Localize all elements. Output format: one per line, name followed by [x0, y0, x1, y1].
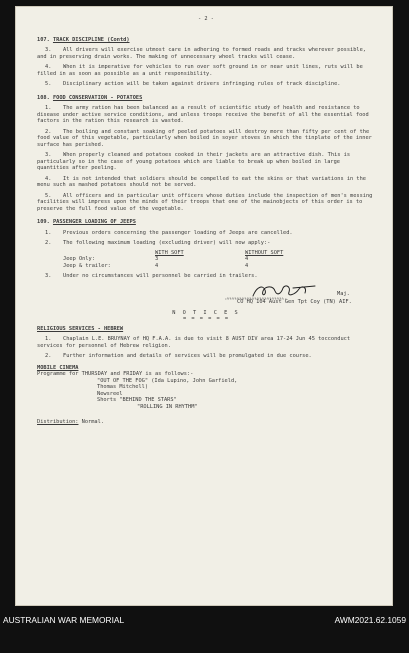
section-108-heading: [37, 95, 375, 102]
paragraph-number: 1.: [45, 105, 52, 111]
paragraph-number: 2.: [45, 128, 52, 135]
paragraph-number: 1.: [45, 336, 52, 342]
section-109-heading: [37, 219, 375, 226]
paragraph-number: 5.: [45, 192, 52, 199]
paragraph-number: 3.: [45, 47, 52, 53]
cell-with-soft: 4: [155, 262, 159, 269]
paragraph: [37, 105, 375, 125]
paragraph-text: The following maximum loading (excluding driver) will now apply:-: [63, 240, 271, 246]
paragraph: [37, 81, 375, 88]
paragraph: [37, 176, 375, 189]
archive-footer: [0, 612, 409, 653]
cinema-line: Thomas Mitchell): [97, 384, 149, 390]
paragraph: [37, 240, 375, 247]
paragraph-text: Chaplain L.E. BRUYNAY of HQ F.A.A. is due to visit 8 AUST DIV area 17-24 Jun 45 tocconduct services for personnel of Hebrew religion.: [37, 336, 351, 349]
row-label: Jeep Only:: [63, 256, 95, 262]
row-label: Jeep & trailer:: [63, 262, 111, 269]
notices-heading: N O T I C E S: [172, 309, 240, 316]
paragraph-number: 1.: [45, 229, 52, 236]
paragraph: [37, 193, 375, 213]
section-title: FOOD CONSERVATION - POTATOES: [52, 94, 143, 101]
paragraph: [37, 129, 375, 149]
paragraph-text: Previous orders concerning the passenger loading of Jeeps are cancelled.: [63, 229, 293, 236]
cell-without-soft: 4: [245, 262, 249, 269]
paragraph: [37, 336, 375, 349]
cell-without-soft: 4: [245, 256, 249, 262]
signature-rank: Maj.: [337, 290, 350, 297]
paragraph-text: Under no circumstances will personnel be carried in trailers.: [63, 273, 258, 279]
signature-unit: CO HQ 104 Aust Gen Tpt Coy (TN) AIF.: [237, 298, 352, 305]
footer-institution: AUSTRALIAN WAR MEMORIAL: [3, 615, 125, 625]
paragraph-text: When it is imperative for vehicles to run over soft ground in or near unit lines, ruts will be filled in as soon as possible as a unit responsibility.: [37, 64, 363, 77]
column-header-with-soft: WITH SOFT: [155, 249, 184, 256]
paragraph-text: Disciplinary action will be taken against drivers infringing rules of track discipline.: [63, 81, 341, 87]
notices-rule: = = = = = =: [182, 316, 230, 322]
cinema-line: Shorts "BEHIND THE STARS": [97, 397, 177, 403]
section-number: 108.: [37, 94, 50, 101]
paragraph-number: 2.: [45, 240, 52, 246]
section-title: PASSENGER LOADING OF JEEPS: [52, 219, 136, 225]
cinema-line: "ROLLING IN RHYTHM": [137, 403, 198, 410]
paragraph: [37, 273, 375, 280]
paragraph-text: The army ration has been balanced as a result of scientific study of health and resistance to disease under active service conditions, and unless troops receive the benefit of all the essential food factors in the ration this research is wasted.: [37, 105, 369, 124]
column-header-without-soft: WITHOUT SOFT: [245, 249, 284, 256]
page-number: - 2 -: [198, 16, 214, 22]
cell-with-soft: 3: [155, 256, 159, 262]
paragraph-text: Further information and details of services will be promulgated in due course.: [63, 353, 312, 359]
paragraph-text: The boiling and constant soaking of peeled potatoes will destroy more than fifty per cent of the food value of this vegetable, particularly when boiled in soyer stoves in which the tinplate of the inner surface has perished.: [37, 128, 372, 148]
religious-services-heading: [37, 326, 375, 333]
cinema-line: "OUT OF THE FOG" (Ida Lupino, John Garfield,: [97, 377, 238, 384]
paragraph-number: 3.: [45, 152, 52, 158]
paragraph: [37, 152, 375, 172]
paragraph-number: 5.: [45, 81, 52, 87]
paragraph: [37, 353, 375, 360]
cinema-intro: Programme for THURSDAY and FRIDAY is as follows:-: [37, 371, 194, 377]
paragraph-number: 3.: [45, 273, 52, 279]
table-row: [37, 263, 375, 270]
signature-block: [37, 282, 375, 308]
paragraph-text: When properly cleaned and potatoes cooked in their jackets are an attractive dish. This is particularly so in the case of young potatoes which are liable to break up when boiled in large quantities after peeling.: [37, 152, 351, 171]
loading-table: [37, 250, 375, 270]
document-page: [15, 6, 393, 606]
paragraph-number: 4.: [45, 175, 52, 182]
distribution-value: Normal.: [81, 419, 104, 425]
section-title: TRACK DISCIPLINE (Contd): [52, 36, 130, 43]
paragraph-text: All drivers will exercise utmost care in adhering to formed roads and tracks wherever possible, and in preserving drain works. The making of unnecessary wheel tracks will cease.: [37, 47, 366, 60]
paragraph: [37, 64, 375, 77]
paragraph-text: All officers and in particular unit officers whose duties include the inspection of men's messing facilities will impress upon the minds of their troops that one of the mainobjects of this order is to preserve the full food value of the vegetable.: [37, 192, 373, 212]
paragraph-number: 2.: [45, 353, 52, 359]
section-title: RELIGIOUS SERVICES - HEBREW: [37, 325, 124, 332]
paragraph: [37, 47, 375, 60]
paragraph-text: It is not intended that soldiers should be compelled to eat the skins or that variations in the menu such as mashed potatoes should not be served.: [37, 175, 366, 188]
section-number: 109.: [37, 219, 50, 225]
distribution-line: [37, 419, 375, 426]
distribution-label: Distribution:: [37, 419, 79, 425]
section-title: MOBILE CINEMA: [37, 364, 79, 371]
document-body: [37, 16, 375, 426]
section-107-heading: [37, 37, 375, 44]
paragraph-number: 4.: [45, 64, 52, 70]
paragraph: [37, 230, 375, 237]
section-number: 107.: [37, 36, 50, 43]
footer-accession-number: AWM2021.62.1059: [334, 615, 406, 625]
cinema-line: Newsreel: [97, 390, 123, 397]
